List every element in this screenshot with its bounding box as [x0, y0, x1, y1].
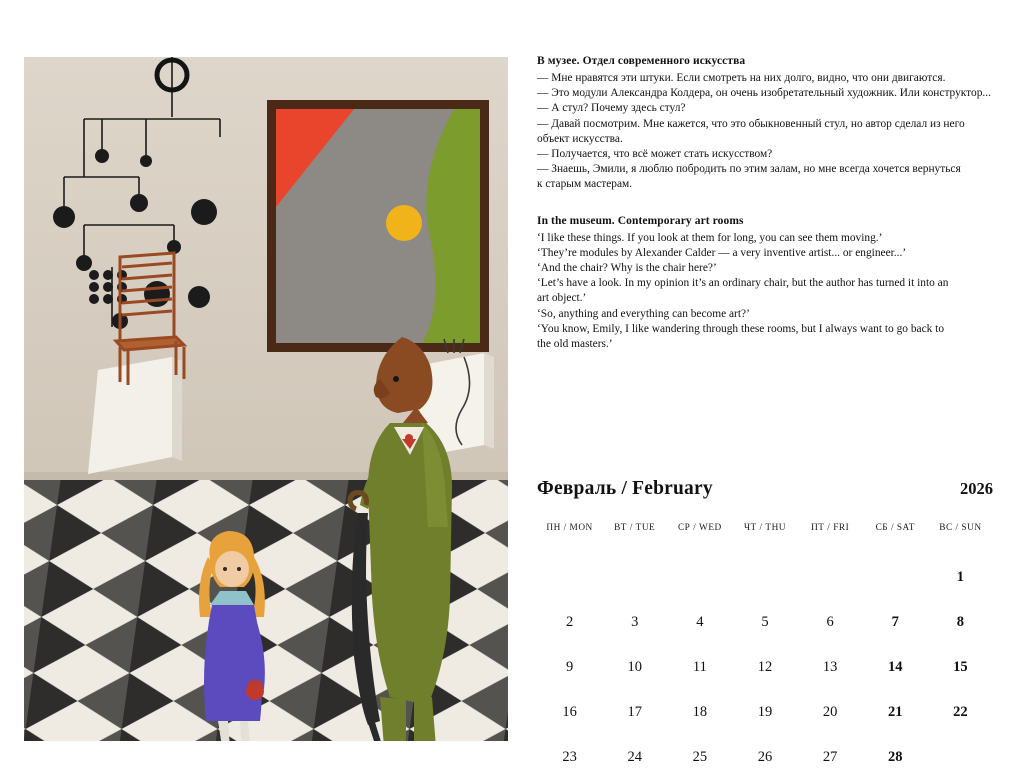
illustration-panel: [24, 57, 508, 741]
calendar-day-cell: 26: [757, 749, 773, 765]
dialog-line: ‘So, anything and everything can become art?’: [537, 307, 750, 320]
calendar-day-cell: 6: [826, 614, 834, 630]
calendar-day-cell: 24: [627, 749, 642, 765]
story-title-english: In the museum. Contemporary art rooms: [537, 214, 744, 227]
calendar-grid: [537, 522, 993, 780]
dialog-line: ‘They’re modules by Alexander Calder — a very inventive artist... or engineer...’: [537, 246, 907, 259]
calendar-title-separator: /: [621, 478, 628, 499]
calendar-day-cell: [732, 555, 797, 600]
calendar-day-cell: 19: [757, 704, 773, 720]
calendar-weekday-wed: СР / WED: [677, 523, 722, 533]
calendar-week-row: [537, 690, 993, 735]
dialog-line: ‘You know, Emily, I like wandering through these rooms, but I always want to go back to: [537, 322, 945, 335]
dialog-line: ‘And the chair? Why is the chair here?’: [537, 262, 717, 275]
calendar-week-row: [537, 735, 993, 780]
calendar-day-cell: [537, 555, 602, 600]
story-block-english: [537, 215, 992, 353]
dialog-line: объект искусства.: [537, 132, 623, 145]
calendar-weekday-row: [537, 522, 993, 555]
calendar-day-cell: 8: [956, 614, 965, 630]
calendar-weekday-sat: СБ / SAT: [875, 523, 915, 533]
calendar-day-cell: 3: [631, 614, 639, 630]
calendar-day-cell: 25: [692, 749, 708, 765]
calendar-week-row: [537, 645, 993, 690]
calendar-day-cell: [602, 555, 667, 600]
calendar-month-en: February: [632, 478, 713, 499]
dialog-line: art object.’: [537, 292, 587, 305]
calendar-week-row: [537, 600, 993, 645]
calendar-day-cell: 20: [822, 704, 838, 720]
calendar-day-cell: 17: [627, 704, 642, 720]
calendar-day-cell: 7: [891, 614, 899, 630]
dialog-line: — Это модули Александра Колдера, он очень изобретательный художник. Или конструктор...: [537, 87, 991, 100]
calendar-weekday-fri: ПТ / FRI: [811, 523, 850, 533]
story-title-russian: В музее. Отдел современного искусства: [537, 55, 746, 67]
dialog-line: ‘Let’s have a look. In my opinion it’s an ordinary chair, but the author has turned it into an: [537, 277, 949, 290]
dialog-line: — Давай посмотрим. Мне кажется, что это обыкновенный стул, но автор сделал из него: [537, 117, 965, 130]
calendar-day-cell: 23: [562, 749, 577, 765]
calendar-day-cell: 14: [888, 659, 903, 675]
calendar-weekday-sun: ВС / SUN: [939, 523, 982, 533]
calendar-day-cell: 13: [822, 659, 838, 675]
calendar-day-cell: 27: [822, 749, 838, 765]
dialog-line: — А стул? Почему здесь стул?: [537, 102, 686, 115]
calendar-day-cell: [863, 555, 928, 600]
calendar-day-cell: 18: [692, 704, 708, 720]
dialog-line: ‘I like these things. If you look at them for long, you can see them moving.’: [537, 231, 883, 244]
dialog-line: к старым мастерам.: [537, 178, 633, 191]
calendar: [537, 478, 993, 780]
calendar-month-ru: Февраль: [537, 478, 617, 499]
dialog-line: — Получается, что всё может стать искусством?: [537, 148, 773, 161]
calendar-day-cell: 2: [565, 614, 574, 630]
calendar-weekday-tue: ВТ / TUE: [614, 523, 656, 533]
calendar-header: [537, 478, 993, 500]
calendar-day-cell: 11: [692, 659, 707, 675]
calendar-month-title: [537, 478, 713, 500]
calendar-day-cell: 16: [562, 704, 577, 720]
calendar-day-cell: [928, 735, 993, 780]
calendar-week-row: [537, 555, 993, 600]
dialog-line: — Знаешь, Эмили, я люблю побродить по этим залам, но мне всегда хочется вернуться: [537, 163, 961, 176]
story-text-column: [537, 55, 992, 352]
calendar-day-cell: 4: [696, 614, 704, 630]
calendar-day-cell: 21: [888, 704, 903, 720]
calendar-day-cell: 12: [757, 659, 773, 675]
calendar-day-cell: [798, 555, 863, 600]
calendar-year: 2026: [960, 479, 993, 498]
calendar-day-cell: 15: [953, 659, 968, 675]
calendar-day-cell: 5: [761, 614, 769, 630]
calendar-weekday-mon: ПН / MON: [546, 523, 593, 533]
calendar-weekday-thu: ЧТ / THU: [743, 523, 787, 533]
calendar-day-cell: 9: [565, 659, 574, 675]
calendar-day-cell: 10: [627, 659, 642, 675]
dialog-line: — Мне нравятся эти штуки. Если смотреть на них долго, видно, что они двигаются.: [537, 72, 946, 84]
calendar-day-cell: 1: [956, 569, 965, 585]
calendar-day-cell: [667, 555, 732, 600]
dialog-line: the old masters.’: [537, 338, 613, 351]
story-block-russian: [537, 55, 992, 193]
museum-scene-drawing: [24, 57, 508, 741]
calendar-day-cell: 28: [888, 749, 903, 765]
calendar-day-cell: 22: [953, 704, 968, 720]
